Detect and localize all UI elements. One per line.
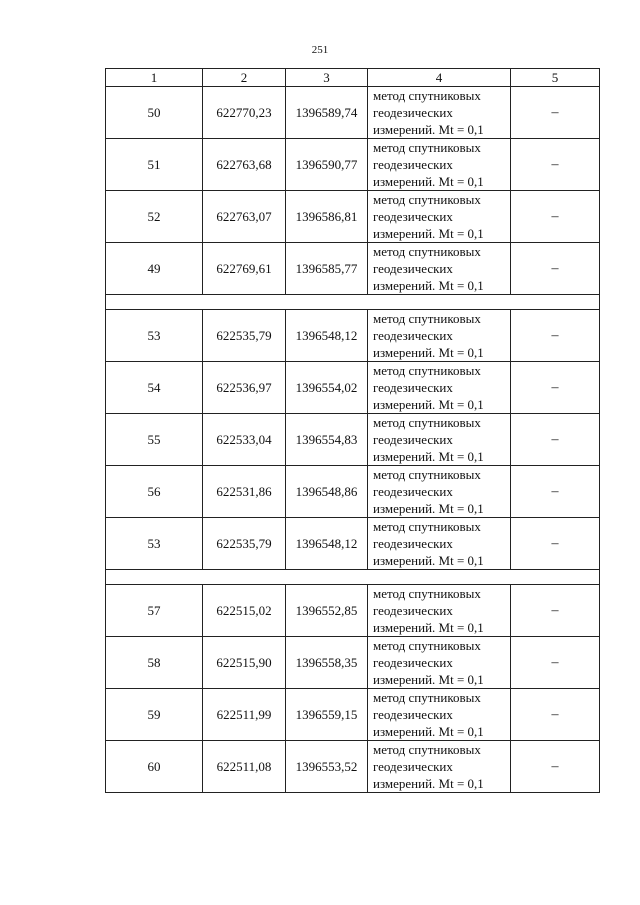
separator-row bbox=[106, 295, 600, 310]
method-text-line: геодезических bbox=[373, 707, 453, 722]
column-5-cell: – bbox=[511, 585, 600, 637]
column-5-cell: – bbox=[511, 191, 600, 243]
table-row bbox=[106, 414, 600, 466]
method-cell bbox=[368, 362, 511, 414]
x-coordinate-cell: 622770,23 bbox=[203, 87, 286, 139]
method-text-line: метод спутниковых bbox=[373, 311, 481, 326]
method-text-line: геодезических bbox=[373, 105, 453, 120]
point-number-cell: 58 bbox=[106, 637, 203, 689]
x-coordinate-cell: 622515,02 bbox=[203, 585, 286, 637]
method-text-line: метод спутниковых bbox=[373, 140, 481, 155]
method-text-line: измерений. Mt = 0,1 bbox=[373, 122, 484, 137]
table-row bbox=[106, 741, 600, 793]
table-header-row bbox=[106, 69, 600, 87]
method-text-line: измерений. Mt = 0,1 bbox=[373, 724, 484, 739]
column-5-cell: – bbox=[511, 741, 600, 793]
method-text-line: геодезических bbox=[373, 328, 453, 343]
table-row bbox=[106, 585, 600, 637]
method-text-line: измерений. Mt = 0,1 bbox=[373, 553, 484, 568]
method-cell bbox=[368, 87, 511, 139]
header-col-4: 4 bbox=[368, 69, 511, 87]
header-col-5: 5 bbox=[511, 69, 600, 87]
page-number: 251 bbox=[311, 44, 329, 56]
method-text-line: геодезических bbox=[373, 603, 453, 618]
table-row bbox=[106, 637, 600, 689]
x-coordinate-cell: 622511,99 bbox=[203, 689, 286, 741]
table-row bbox=[106, 362, 600, 414]
x-coordinate-cell: 622515,90 bbox=[203, 637, 286, 689]
method-text-line: геодезических bbox=[373, 759, 453, 774]
y-coordinate-cell: 1396553,52 bbox=[286, 741, 368, 793]
x-coordinate-cell: 622535,79 bbox=[203, 310, 286, 362]
method-text-line: геодезических bbox=[373, 157, 453, 172]
method-text-line: измерений. Mt = 0,1 bbox=[373, 620, 484, 635]
column-5-cell: – bbox=[511, 414, 600, 466]
coordinates-table bbox=[105, 68, 600, 793]
table-row bbox=[106, 87, 600, 139]
table-body bbox=[106, 87, 600, 793]
separator-cell bbox=[106, 570, 600, 585]
table-row bbox=[106, 139, 600, 191]
column-5-cell: – bbox=[511, 310, 600, 362]
method-cell bbox=[368, 310, 511, 362]
y-coordinate-cell: 1396589,74 bbox=[286, 87, 368, 139]
method-text-line: метод спутниковых bbox=[373, 586, 481, 601]
y-coordinate-cell: 1396548,12 bbox=[286, 310, 368, 362]
separator-cell bbox=[106, 295, 600, 310]
method-cell bbox=[368, 191, 511, 243]
column-5-cell: – bbox=[511, 637, 600, 689]
point-number-cell: 57 bbox=[106, 585, 203, 637]
method-text-line: измерений. Mt = 0,1 bbox=[373, 501, 484, 516]
table-row bbox=[106, 191, 600, 243]
table-row bbox=[106, 518, 600, 570]
column-5-cell: – bbox=[511, 243, 600, 295]
header-col-1: 1 bbox=[106, 69, 203, 87]
point-number-cell: 52 bbox=[106, 191, 203, 243]
method-text-line: метод спутниковых bbox=[373, 690, 481, 705]
method-text-line: измерений. Mt = 0,1 bbox=[373, 345, 484, 360]
table-row bbox=[106, 466, 600, 518]
method-cell bbox=[368, 139, 511, 191]
y-coordinate-cell: 1396548,12 bbox=[286, 518, 368, 570]
point-number-cell: 53 bbox=[106, 518, 203, 570]
method-text-line: измерений. Mt = 0,1 bbox=[373, 397, 484, 412]
header-col-3: 3 bbox=[286, 69, 368, 87]
header-col-2: 2 bbox=[203, 69, 286, 87]
method-text-line: геодезических bbox=[373, 380, 453, 395]
x-coordinate-cell: 622531,86 bbox=[203, 466, 286, 518]
method-text-line: метод спутниковых bbox=[373, 519, 481, 534]
column-5-cell: – bbox=[511, 362, 600, 414]
method-text-line: метод спутниковых bbox=[373, 638, 481, 653]
point-number-cell: 51 bbox=[106, 139, 203, 191]
table-row bbox=[106, 310, 600, 362]
x-coordinate-cell: 622763,68 bbox=[203, 139, 286, 191]
point-number-cell: 56 bbox=[106, 466, 203, 518]
y-coordinate-cell: 1396586,81 bbox=[286, 191, 368, 243]
table-row bbox=[106, 689, 600, 741]
method-text-line: измерений. Mt = 0,1 bbox=[373, 672, 484, 687]
method-text-line: измерений. Mt = 0,1 bbox=[373, 174, 484, 189]
column-5-cell: – bbox=[511, 689, 600, 741]
point-number-cell: 59 bbox=[106, 689, 203, 741]
y-coordinate-cell: 1396552,85 bbox=[286, 585, 368, 637]
method-cell bbox=[368, 414, 511, 466]
method-text-line: геодезических bbox=[373, 432, 453, 447]
method-text-line: метод спутниковых bbox=[373, 415, 481, 430]
y-coordinate-cell: 1396585,77 bbox=[286, 243, 368, 295]
table-row bbox=[106, 243, 600, 295]
point-number-cell: 49 bbox=[106, 243, 203, 295]
y-coordinate-cell: 1396548,86 bbox=[286, 466, 368, 518]
method-cell bbox=[368, 689, 511, 741]
y-coordinate-cell: 1396554,83 bbox=[286, 414, 368, 466]
method-text-line: метод спутниковых bbox=[373, 467, 481, 482]
x-coordinate-cell: 622511,08 bbox=[203, 741, 286, 793]
point-number-cell: 60 bbox=[106, 741, 203, 793]
point-number-cell: 50 bbox=[106, 87, 203, 139]
method-text-line: измерений. Mt = 0,1 bbox=[373, 449, 484, 464]
x-coordinate-cell: 622769,61 bbox=[203, 243, 286, 295]
method-text-line: геодезических bbox=[373, 261, 453, 276]
method-text-line: метод спутниковых bbox=[373, 88, 481, 103]
method-text-line: измерений. Mt = 0,1 bbox=[373, 278, 484, 293]
method-text-line: измерений. Mt = 0,1 bbox=[373, 776, 484, 791]
y-coordinate-cell: 1396590,77 bbox=[286, 139, 368, 191]
method-text-line: метод спутниковых bbox=[373, 363, 481, 378]
x-coordinate-cell: 622533,04 bbox=[203, 414, 286, 466]
x-coordinate-cell: 622535,79 bbox=[203, 518, 286, 570]
method-text-line: геодезических bbox=[373, 536, 453, 551]
method-cell bbox=[368, 741, 511, 793]
method-cell bbox=[368, 243, 511, 295]
column-5-cell: – bbox=[511, 466, 600, 518]
method-text-line: геодезических bbox=[373, 209, 453, 224]
method-text-line: измерений. Mt = 0,1 bbox=[373, 226, 484, 241]
x-coordinate-cell: 622763,07 bbox=[203, 191, 286, 243]
x-coordinate-cell: 622536,97 bbox=[203, 362, 286, 414]
method-cell bbox=[368, 466, 511, 518]
method-text-line: метод спутниковых bbox=[373, 742, 481, 757]
method-cell bbox=[368, 637, 511, 689]
point-number-cell: 54 bbox=[106, 362, 203, 414]
point-number-cell: 53 bbox=[106, 310, 203, 362]
column-5-cell: – bbox=[511, 139, 600, 191]
y-coordinate-cell: 1396558,35 bbox=[286, 637, 368, 689]
method-text-line: метод спутниковых bbox=[373, 192, 481, 207]
y-coordinate-cell: 1396559,15 bbox=[286, 689, 368, 741]
point-number-cell: 55 bbox=[106, 414, 203, 466]
method-text-line: метод спутниковых bbox=[373, 244, 481, 259]
column-5-cell: – bbox=[511, 518, 600, 570]
method-text-line: геодезических bbox=[373, 484, 453, 499]
y-coordinate-cell: 1396554,02 bbox=[286, 362, 368, 414]
column-5-cell: – bbox=[511, 87, 600, 139]
separator-row bbox=[106, 570, 600, 585]
method-text-line: геодезических bbox=[373, 655, 453, 670]
method-cell bbox=[368, 518, 511, 570]
method-cell bbox=[368, 585, 511, 637]
